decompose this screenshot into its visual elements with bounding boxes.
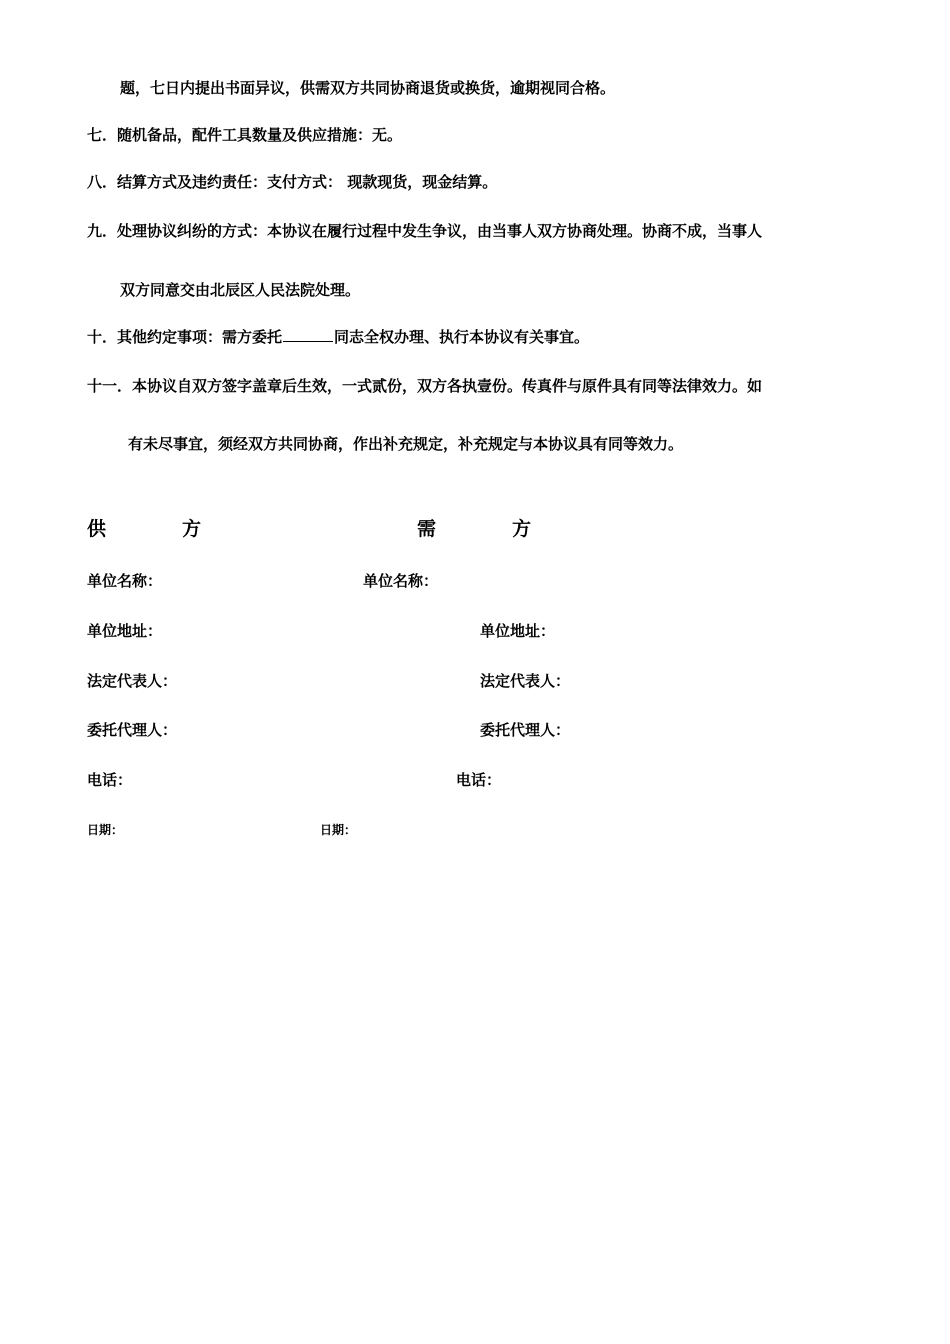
clause-11-line2: 有未尽事宜，须经双方共同协商，作出补充规定，补充规定与本协议具有同等效力。 <box>128 435 684 453</box>
supplier-phone-label: 电话： <box>87 771 133 789</box>
buyer-date-label: 日期： <box>320 823 357 837</box>
buyer-heading-char1: 需 <box>417 518 437 540</box>
supplier-agent-label: 委托代理人： <box>87 721 178 739</box>
clause-6-continuation: 题，七日内提出书面异议，供需双方共同协商退货或换货，逾期视同合格。 <box>120 79 616 97</box>
buyer-phone-label: 电话： <box>456 771 502 789</box>
clause-11-line1: 十一．本协议自双方签字盖章后生效，一式贰份，双方各执壹份。传真件与原件具有同等法律效力。如 <box>87 377 763 395</box>
supplier-date-label: 日期： <box>87 823 124 837</box>
buyer-unit-address-label: 单位地址： <box>480 622 556 640</box>
buyer-legal-rep-label: 法定代表人： <box>480 672 571 690</box>
clause-10-text-after: 同志全权办理、执行本协议有关事宜。 <box>334 328 590 346</box>
supplier-unit-address-label: 单位地址： <box>87 622 163 640</box>
supplier-unit-name-label: 单位名称： <box>87 572 163 590</box>
buyer-agent-label: 委托代理人： <box>480 721 571 739</box>
supplier-heading-char2: 方 <box>182 518 202 540</box>
delegate-name-blank <box>283 327 333 342</box>
clause-10 <box>87 327 589 347</box>
clause-9-line1: 九．处理协议纠纷的方式：本协议在履行过程中发生争议，由当事人双方协商处理。协商不成，当事人 <box>87 222 763 240</box>
clause-8: 八．结算方式及违约责任：支付方式： 现款现货，现金结算。 <box>87 173 498 191</box>
supplier-legal-rep-label: 法定代表人： <box>87 672 178 690</box>
buyer-heading-char2: 方 <box>512 518 532 540</box>
clause-9-line2: 双方同意交由北辰区人民法院处理。 <box>120 281 361 299</box>
clause-7: 七．随机备品，配件工具数量及供应措施：无。 <box>87 126 403 144</box>
clause-10-text-before: 十．其他约定事项：需方委托 <box>87 328 283 346</box>
supplier-heading-char1: 供 <box>87 518 107 540</box>
buyer-unit-name-label: 单位名称： <box>363 572 439 590</box>
